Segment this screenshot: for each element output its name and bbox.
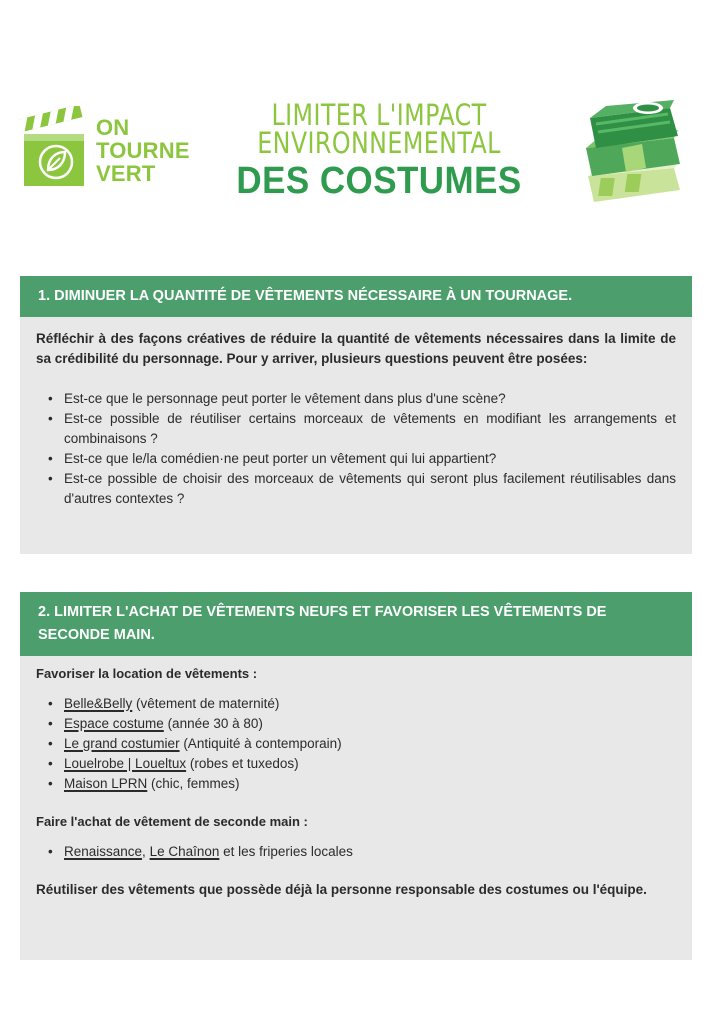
closing-text: Réutiliser des vêtements que possède déjà la personne responsable des costumes ou l'équipe.	[36, 882, 647, 897]
secondhand-list	[36, 842, 676, 862]
secondhand-desc: et les friperies locales	[219, 844, 353, 859]
list-item	[36, 694, 676, 714]
section-2-body	[20, 656, 692, 914]
section-second-hand	[20, 592, 692, 960]
title-line-1: LIMITER L'IMPACT	[271, 98, 487, 132]
rental-link-grand-costumier[interactable]: Le grand costumier	[64, 736, 180, 751]
section-1-intro: Réfléchir à des façons créatives de réduire la quantité de vêtements nécessaires dans la limite de sa crédibilité du personnage. Pour y arriver, plusieurs questions peuvent être posées:	[36, 331, 676, 366]
section-reduce-quantity	[20, 276, 692, 554]
rental-link-espace-costume[interactable]: Espace costume	[64, 716, 164, 731]
title-line-3: DES COSTUMES	[236, 160, 522, 202]
logo-line-3: VERT	[96, 161, 156, 186]
separator: ,	[142, 844, 150, 859]
section-1-heading: 1. DIMINUER LA QUANTITÉ DE VÊTEMENTS NÉCESSAIRE À UN TOURNAGE.	[20, 276, 692, 317]
logo-line-2: TOURNE	[96, 138, 190, 163]
link-renaissance[interactable]: Renaissance	[64, 844, 143, 859]
rental-link-belle-belly[interactable]: Belle&Belly	[64, 696, 133, 711]
rental-desc: (Antiquité à contemporain)	[179, 736, 342, 751]
section-2-heading: 2. LIMITER L'ACHAT DE VÊTEMENTS NEUFS ET FAVORISER LES VÊTEMENTS DE SECONDE MAIN.	[20, 592, 692, 656]
rental-desc: (robes et tuxedos)	[186, 756, 299, 771]
list-item: • Est-ce possible de choisir des morceaux de vêtements qui seront plus facilement réutilisables dans d'autres contextes ?	[36, 469, 676, 509]
logo-line-1: ON	[96, 115, 130, 140]
list-item	[36, 714, 676, 734]
rental-desc: (année 30 à 80)	[163, 716, 263, 731]
list-item: • Est-ce que le personnage peut porter le vêtement dans plus d'une scène?	[36, 389, 676, 409]
list-item	[36, 734, 676, 754]
link-le-chainon[interactable]: Le Chaînon	[149, 844, 220, 859]
on-tourne-vert-logo	[18, 106, 218, 190]
logo-text	[96, 116, 190, 185]
list-item	[36, 754, 676, 774]
rental-subtitle: Favoriser la location de vêtements :	[36, 666, 258, 681]
list-item	[36, 842, 676, 862]
title-line-2: ENVIRONNEMENTAL	[257, 126, 501, 160]
folded-clothes-icon	[582, 98, 686, 208]
rental-link-louelrobe[interactable]: Louelrobe | Loueltux	[64, 756, 187, 771]
clapperboard-leaf-icon	[18, 106, 92, 190]
rental-link-maison-lprn[interactable]: Maison LPRN	[64, 776, 148, 791]
rental-desc: (vêtement de maternité)	[132, 696, 280, 711]
section-1-body	[20, 317, 692, 523]
questions-list	[36, 389, 676, 509]
list-item	[36, 774, 676, 794]
secondhand-subtitle: Faire l'achat de vêtement de seconde main :	[36, 814, 308, 829]
list-item: • Est-ce possible de réutiliser certains morceaux de vêtements en modifiant les arrangements et combinaisons ?	[36, 409, 676, 449]
rental-desc: (chic, femmes)	[147, 776, 240, 791]
rental-list	[36, 694, 676, 794]
list-item: • Est-ce que le/la comédien·ne peut porter un vêtement qui lui appartient?	[36, 449, 676, 469]
page-title	[224, 98, 534, 203]
